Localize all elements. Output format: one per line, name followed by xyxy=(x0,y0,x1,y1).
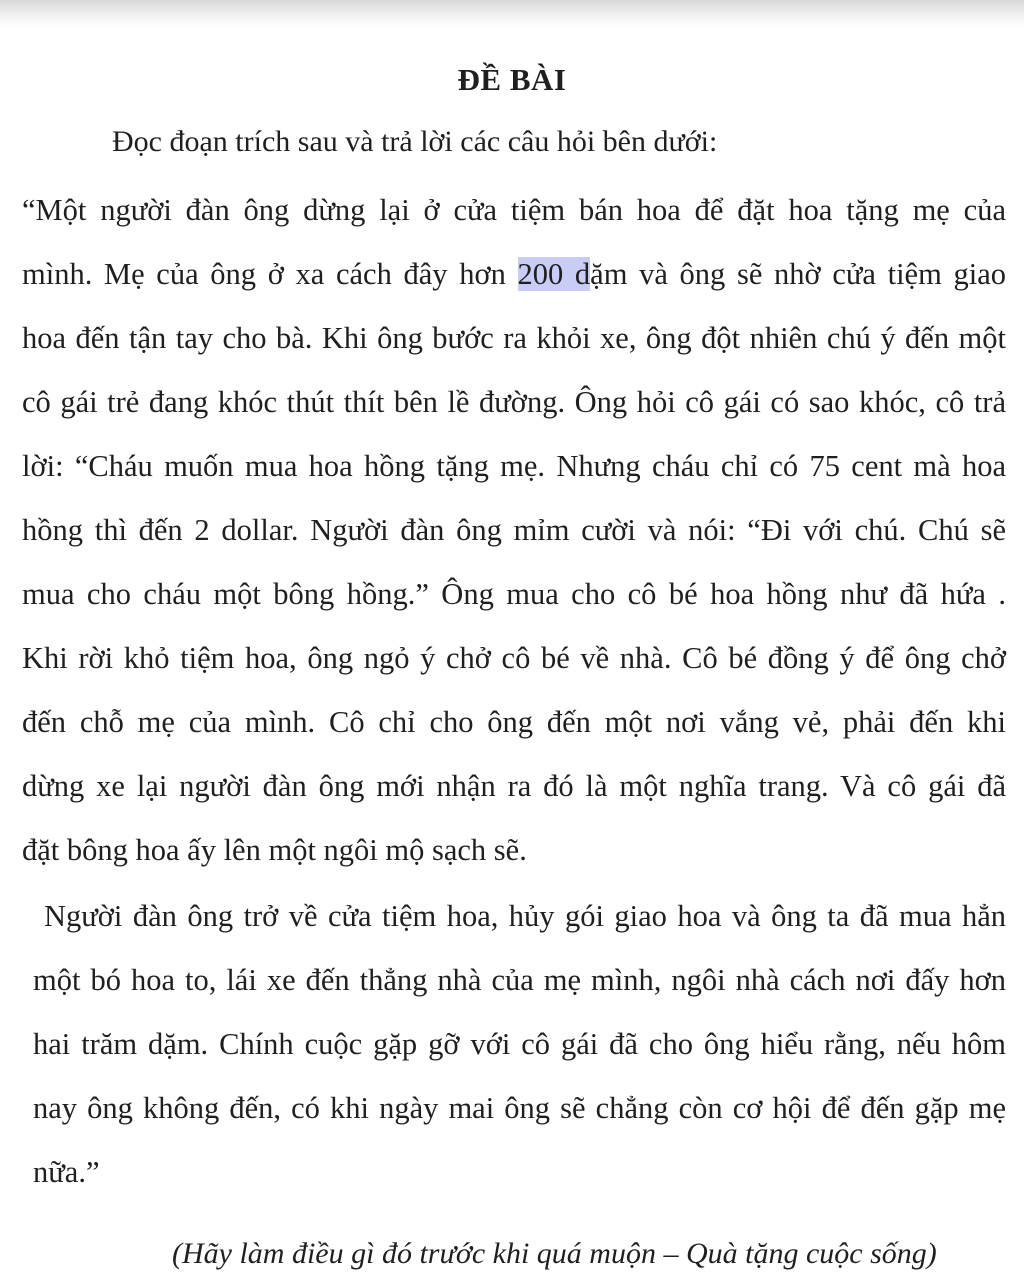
text-highlight: 200 d xyxy=(517,257,591,291)
paragraph2-line4: nay ông không đến, có khi ngày mai ông sẽ chẳng còn cơ hội để đến gặp mẹ xyxy=(33,1091,1006,1125)
instruction-text: Đọc đoạn trích sau và trả lời các câu hỏi bên dưới: xyxy=(112,125,718,158)
paragraph1-line5: lời: “Cháu muốn mua hoa hồng tặng mẹ. Nhưng cháu chỉ có 75 cent mà hoa xyxy=(22,449,1006,483)
paragraph2-line1: Người đàn ông trở về cửa tiệm hoa, hủy gói giao hoa và ông ta đã mua hẳn xyxy=(44,899,1006,933)
paragraph2-line2: một bó hoa to, lái xe đến thẳng nhà của mẹ mình, ngôi nhà cách nơi đấy hơn xyxy=(33,963,1006,997)
document-title: ĐỀ BÀI xyxy=(457,62,567,97)
paragraph1-line11: đặt bông hoa ấy lên một ngôi mộ sạch sẽ. xyxy=(22,833,527,867)
paragraph2-line3: hai trăm dặm. Chính cuộc gặp gỡ với cô gái đã cho ông hiểu rằng, nếu hôm xyxy=(33,1027,1006,1061)
paragraph1-line3: hoa đến tận tay cho bà. Khi ông bước ra khỏi xe, ông đột nhiên chú ý đến một xyxy=(22,321,1006,355)
paragraph1-line8: Khi rời khỏ tiệm hoa, ông ngỏ ý chở cô bé về nhà. Cô bé đồng ý để ông chở xyxy=(22,641,1006,675)
paragraph2-line5: nữa.” xyxy=(33,1155,100,1189)
paragraph1-line2-after: ặm và ông sẽ nhờ cửa tiệm giao xyxy=(590,257,1006,291)
paragraph1-line9: đến chỗ mẹ của mình. Cô chỉ cho ông đến một nơi vắng vẻ, phải đến khi xyxy=(22,705,1006,739)
paragraph1-line2 xyxy=(22,252,1006,296)
paragraph1-line10: dừng xe lại người đàn ông mới nhận ra đó là một nghĩa trang. Và cô gái đã xyxy=(22,769,1006,803)
source-citation: (Hãy làm điều gì đó trước khi quá muộn – Quà tặng cuộc sống) xyxy=(172,1237,937,1270)
paragraph1-line1: “Một người đàn ông dừng lại ở cửa tiệm bán hoa để đặt hoa tặng mẹ của xyxy=(22,193,1006,227)
paragraph1-line2-before: mình. Mẹ của ông ở xa cách đây hơn xyxy=(22,257,518,291)
paragraph1-line7: mua cho cháu một bông hồng.” Ông mua cho cô bé hoa hồng như đã hứa . xyxy=(22,577,1006,611)
paragraph1-line4: cô gái trẻ đang khóc thút thít bên lề đường. Ông hỏi cô gái có sao khóc, cô trả xyxy=(22,385,1006,419)
paragraph1-line6: hồng thì đến 2 dollar. Người đàn ông mỉm cười và nói: “Đi với chú. Chú sẽ xyxy=(22,513,1006,547)
